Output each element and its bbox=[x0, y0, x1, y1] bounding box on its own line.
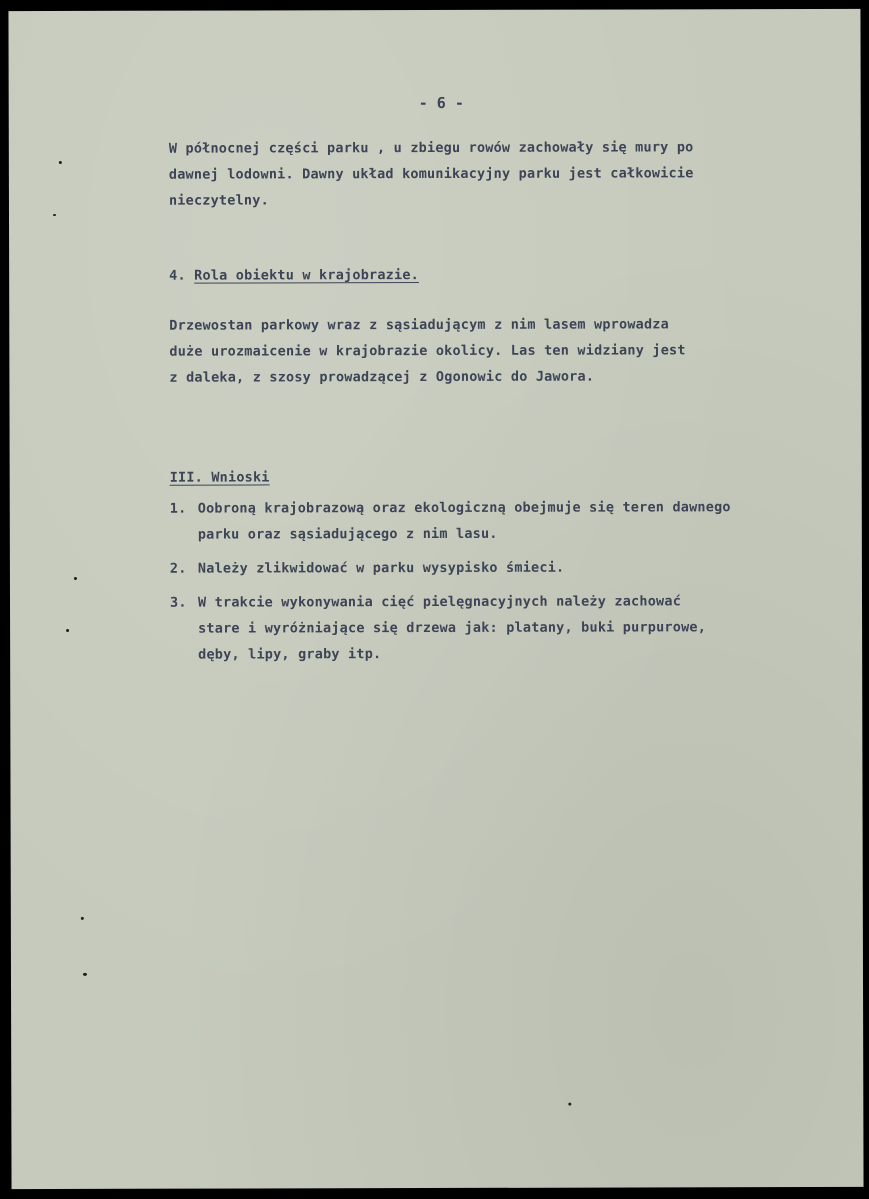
paper-speck bbox=[568, 1103, 571, 1106]
paragraph-line: nieczytelny. bbox=[168, 192, 269, 209]
section-title: Rola obiektu w krajobrazie. bbox=[194, 267, 420, 284]
paragraph-line: Drzewostan parkowy wraz z sąsiadującym z nim lasem wprowadza bbox=[169, 316, 669, 334]
list-item-first-line bbox=[170, 588, 731, 615]
paragraph-line: W północnej części parku , u zbiegu rowów zachowały się mury po bbox=[168, 139, 694, 157]
list-item-text: parku oraz sąsiadującego z nim lasu. bbox=[197, 525, 498, 543]
list-item-text: stare i wyróżniające się drzewa jak: platany, buki purpurowe, bbox=[198, 619, 707, 637]
list-item-number: 1. bbox=[169, 500, 187, 517]
section-title: III. Wnioski bbox=[169, 469, 270, 486]
list-item-number: 2. bbox=[169, 560, 187, 577]
section-heading-4 bbox=[169, 262, 419, 289]
section-heading-conclusions bbox=[170, 464, 270, 490]
paragraph-landscape bbox=[169, 311, 686, 390]
list-item-text: Należy zlikwidować w parku wysypisko śmieci. bbox=[197, 559, 565, 577]
paper-speck bbox=[66, 629, 69, 632]
paper-speck bbox=[74, 577, 77, 580]
paragraph-intro bbox=[169, 134, 694, 213]
paper-speck bbox=[83, 973, 87, 976]
paper-speck bbox=[81, 917, 84, 920]
list-item-text: dęby, lipy, graby itp. bbox=[198, 646, 382, 663]
list-item bbox=[170, 554, 731, 581]
paragraph-line: z daleka, z szosy prowadzącej z Ogonowic do Jawora. bbox=[169, 368, 595, 386]
paragraph-line: duże urozmaicenie w krajobrazie okolicy. Las ten widziany jest bbox=[169, 342, 686, 360]
list-item-text: W trakcie wykonywania cięć pielęgnacyjnych należy zachować bbox=[197, 593, 682, 611]
list-item-first-line bbox=[170, 554, 731, 581]
page-number: - 6 - bbox=[418, 93, 464, 113]
paper-speck bbox=[53, 214, 56, 216]
paper-speck bbox=[59, 161, 62, 164]
list-item bbox=[170, 588, 731, 667]
paper-sheet bbox=[8, 9, 863, 1189]
list-item-text: Oobroną krajobrazową oraz ekologiczną obejmuje się teren dawnego bbox=[197, 499, 731, 517]
paragraph-line: dawnej lodowni. Dawny układ komunikacyjny parku jest całkowicie bbox=[168, 165, 694, 183]
list-item bbox=[170, 494, 731, 547]
conclusions-list bbox=[170, 494, 731, 675]
section-number: 4. bbox=[169, 267, 186, 284]
list-item-first-line bbox=[170, 494, 731, 521]
list-item-number: 3. bbox=[169, 594, 187, 611]
